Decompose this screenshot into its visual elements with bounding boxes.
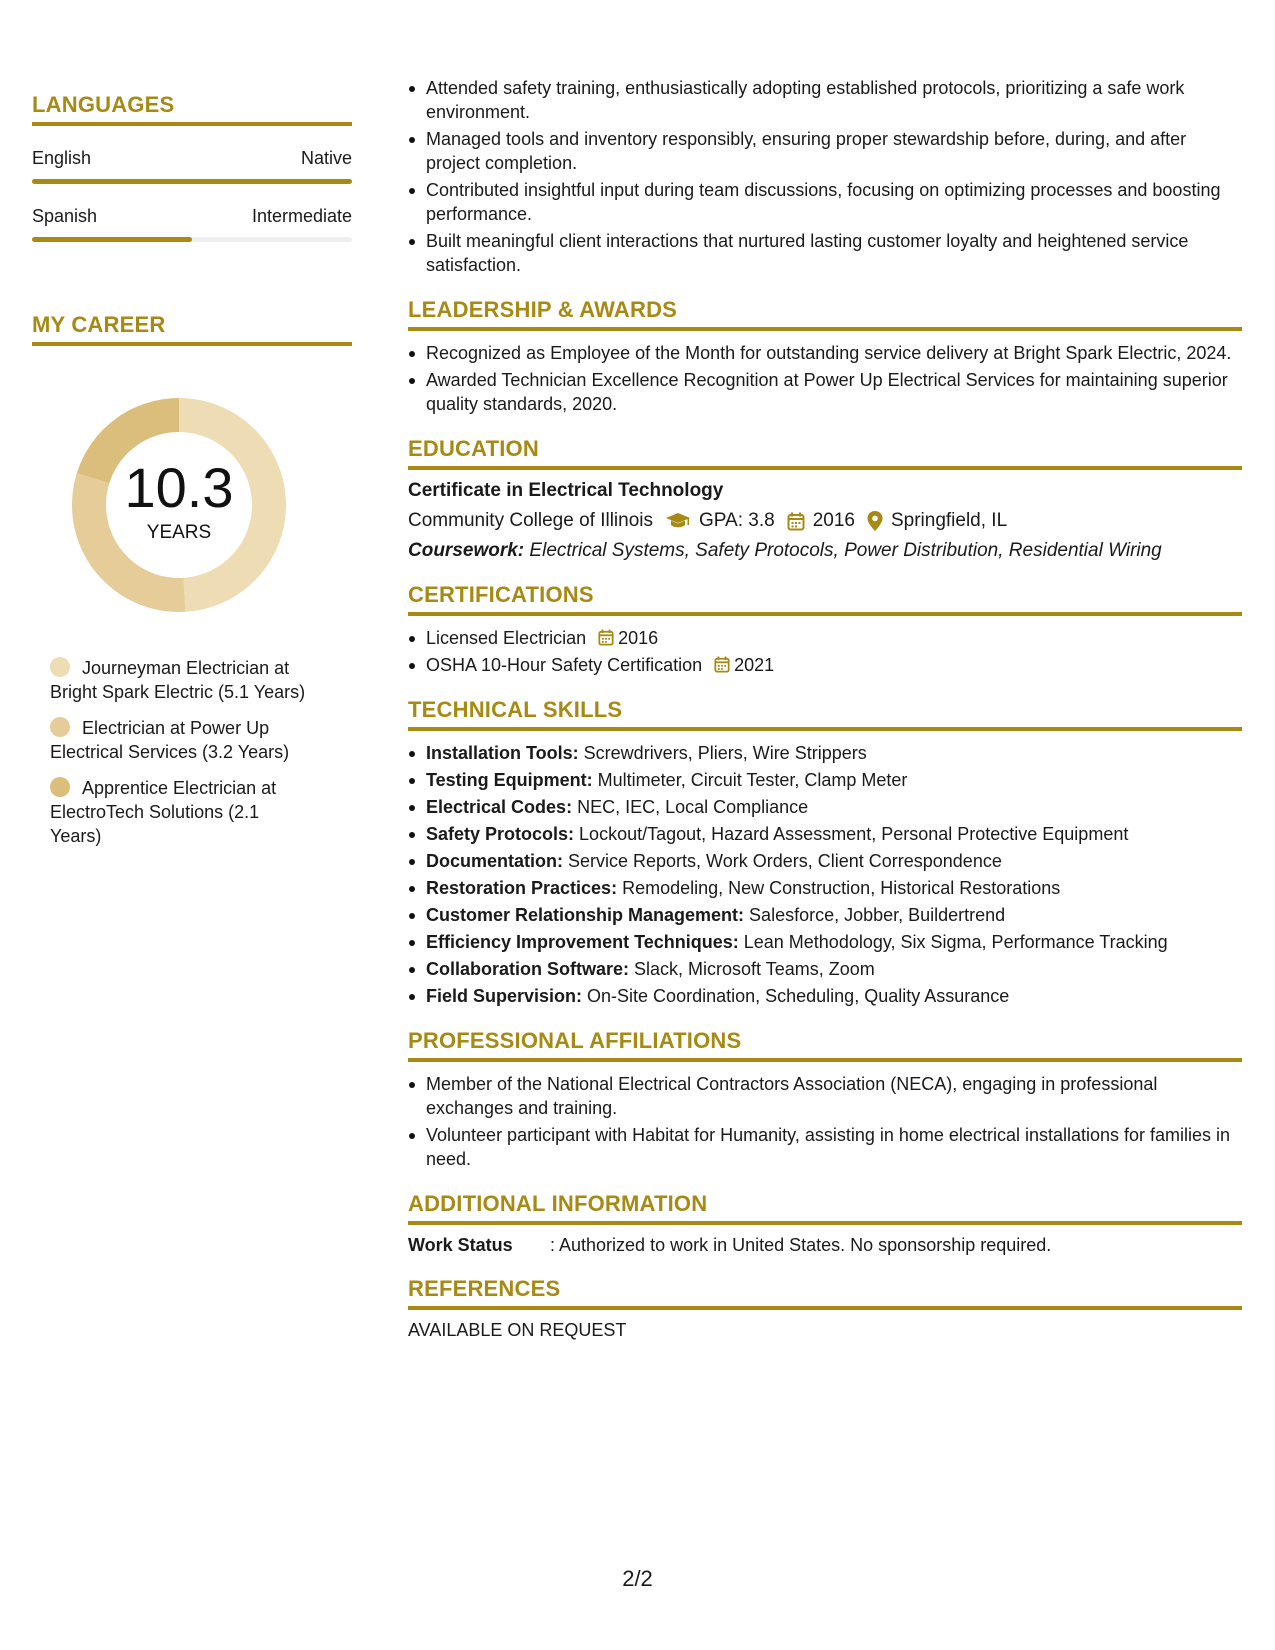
- career-legend: [32, 656, 312, 848]
- affiliations-section: [408, 1028, 1242, 1171]
- main-content: [408, 76, 1242, 1341]
- map-pin-icon: [867, 511, 883, 531]
- certification-item: [408, 626, 1242, 650]
- certifications-title: CERTIFICATIONS: [408, 582, 1242, 616]
- graduation-cap-icon: [665, 512, 691, 530]
- skill-item: [408, 822, 1242, 846]
- leadership-title: LEADERSHIP & AWARDS: [408, 297, 1242, 331]
- languages-title: LANGUAGES: [32, 92, 352, 126]
- skill-item: [408, 957, 1242, 981]
- skill-label: Restoration Practices:: [426, 878, 618, 898]
- experience-bullets: [408, 76, 1242, 277]
- skill-item: [408, 768, 1242, 792]
- legend-dot-icon: [50, 657, 70, 677]
- skill-value: Multimeter, Circuit Tester, Clamp Meter: [592, 770, 908, 790]
- additional-title: ADDITIONAL INFORMATION: [408, 1191, 1242, 1225]
- language-bar-fill: [32, 237, 192, 242]
- experience-bullet: Contributed insightful input during team discussions, focusing on optimizing processes and boosting performance.: [408, 178, 1242, 226]
- career-legend-item: [50, 716, 312, 764]
- language-spanish: [32, 206, 352, 242]
- career-years-unit: YEARS: [146, 522, 212, 543]
- leadership-item: Awarded Technician Excellence Recognition at Power Up Electrical Services for maintaining superior quality standards, 2020.: [408, 368, 1242, 416]
- legend-dot-icon: [50, 717, 70, 737]
- skill-value: Lockout/Tagout, Hazard Assessment, Personal Protective Equipment: [574, 824, 1129, 844]
- skill-label: Testing Equipment:: [426, 770, 593, 790]
- affiliations-title: PROFESSIONAL AFFILIATIONS: [408, 1028, 1242, 1062]
- career-legend-label: Apprentice Electrician at ElectroTech Solutions (2.1 Years): [50, 778, 277, 846]
- skill-item: [408, 849, 1242, 873]
- language-bar: [32, 179, 352, 184]
- skill-value: On-Site Coordination, Scheduling, Quality Assurance: [582, 986, 1010, 1006]
- affiliation-item: Volunteer participant with Habitat for Humanity, assisting in home electrical installations for families in need.: [408, 1123, 1242, 1171]
- additional-section: [408, 1191, 1242, 1256]
- career-legend-item: [50, 776, 312, 848]
- skill-label: Electrical Codes:: [426, 797, 573, 817]
- skill-label: Safety Protocols:: [426, 824, 575, 844]
- skill-value: Screwdrivers, Pliers, Wire Strippers: [578, 743, 867, 763]
- calendar-icon: [787, 512, 805, 531]
- certification-item: [408, 653, 1242, 677]
- education-title: EDUCATION: [408, 436, 1242, 470]
- certification-name: OSHA 10-Hour Safety Certification: [426, 655, 703, 675]
- language-level: Intermediate: [251, 206, 352, 226]
- skill-value: Remodeling, New Construction, Historical Restorations: [617, 878, 1061, 898]
- skill-item: [408, 930, 1242, 954]
- career-legend-label: Journeyman Electrician at Bright Spark Electric (5.1 Years): [50, 658, 306, 702]
- skill-value: Service Reports, Work Orders, Client Correspondence: [563, 851, 1002, 871]
- work-status-value: : Authorized to work in United States. No sponsorship required.: [550, 1235, 1052, 1255]
- skill-item: [408, 795, 1242, 819]
- education-school: Community College of Illinois: [408, 510, 653, 531]
- experience-bullet: Attended safety training, enthusiastically adopting established protocols, prioritizing a safe work environment.: [408, 76, 1242, 124]
- references-section: [408, 1276, 1242, 1341]
- career-title: MY CAREER: [32, 312, 352, 346]
- affiliation-item: Member of the National Electrical Contractors Association (NECA), engaging in professional exchanges and training.: [408, 1072, 1242, 1120]
- leadership-section: [408, 297, 1242, 416]
- education-gpa: GPA: 3.8: [699, 510, 775, 531]
- skill-item: [408, 903, 1242, 927]
- career-donut-chart: [64, 390, 294, 620]
- legend-dot-icon: [50, 777, 70, 797]
- education-details: [408, 510, 1242, 532]
- career-legend-label: Electrician at Power Up Electrical Services (3.2 Years): [50, 718, 290, 762]
- education-location: Springfield, IL: [890, 510, 1008, 531]
- education-section: [408, 436, 1242, 562]
- references-title: REFERENCES: [408, 1276, 1242, 1310]
- sidebar: [32, 92, 352, 860]
- skill-item: [408, 984, 1242, 1008]
- page-number: 2/2: [622, 1566, 653, 1591]
- work-status-row: [408, 1235, 1242, 1256]
- career-legend-item: [50, 656, 312, 704]
- skill-item: [408, 741, 1242, 765]
- calendar-icon: [598, 629, 614, 646]
- skill-label: Customer Relationship Management:: [426, 905, 745, 925]
- references-text: AVAILABLE ON REQUEST: [408, 1320, 627, 1340]
- skill-value: NEC, IEC, Local Compliance: [572, 797, 809, 817]
- experience-bullet: Built meaningful client interactions that nurtured lasting customer loyalty and heightened service satisfaction.: [408, 229, 1242, 277]
- skill-item: [408, 876, 1242, 900]
- education-degree: Certificate in Electrical Technology: [408, 480, 724, 501]
- work-status-label: Work Status: [408, 1235, 513, 1255]
- language-name: English: [32, 148, 92, 168]
- career-total-years: 10.3: [124, 456, 234, 519]
- education-coursework: [408, 540, 1242, 562]
- certification-name: Licensed Electrician: [426, 628, 587, 648]
- certification-year: 2016: [618, 628, 659, 648]
- skill-label: Field Supervision:: [426, 986, 583, 1006]
- coursework-list: Electrical Systems, Safety Protocols, Power Distribution, Residential Wiring: [524, 540, 1162, 561]
- certifications-section: [408, 582, 1242, 677]
- skill-label: Collaboration Software:: [426, 959, 630, 979]
- education-year: 2016: [812, 510, 855, 531]
- skill-label: Installation Tools:: [426, 743, 579, 763]
- skill-value: Lean Methodology, Six Sigma, Performance Tracking: [738, 932, 1168, 952]
- skill-label: Documentation:: [426, 851, 563, 871]
- leadership-item: Recognized as Employee of the Month for outstanding service delivery at Bright Spark Electric, 2024.: [408, 341, 1242, 365]
- skill-value: Slack, Microsoft Teams, Zoom: [629, 959, 875, 979]
- coursework-label: Coursework:: [408, 540, 525, 561]
- language-english: [32, 148, 352, 184]
- skill-label: Efficiency Improvement Techniques:: [426, 932, 739, 952]
- certification-year: 2021: [734, 655, 775, 675]
- skills-section: [408, 697, 1242, 1008]
- language-bar-fill: [32, 179, 352, 184]
- language-bar: [32, 237, 352, 242]
- language-level: Native: [300, 148, 352, 168]
- skill-value: Salesforce, Jobber, Buildertrend: [744, 905, 1006, 925]
- experience-bullet: Managed tools and inventory responsibly, ensuring proper stewardship before, during, and after project completion.: [408, 127, 1242, 175]
- calendar-icon: [714, 656, 730, 673]
- language-name: Spanish: [32, 206, 98, 226]
- skills-title: TECHNICAL SKILLS: [408, 697, 1242, 731]
